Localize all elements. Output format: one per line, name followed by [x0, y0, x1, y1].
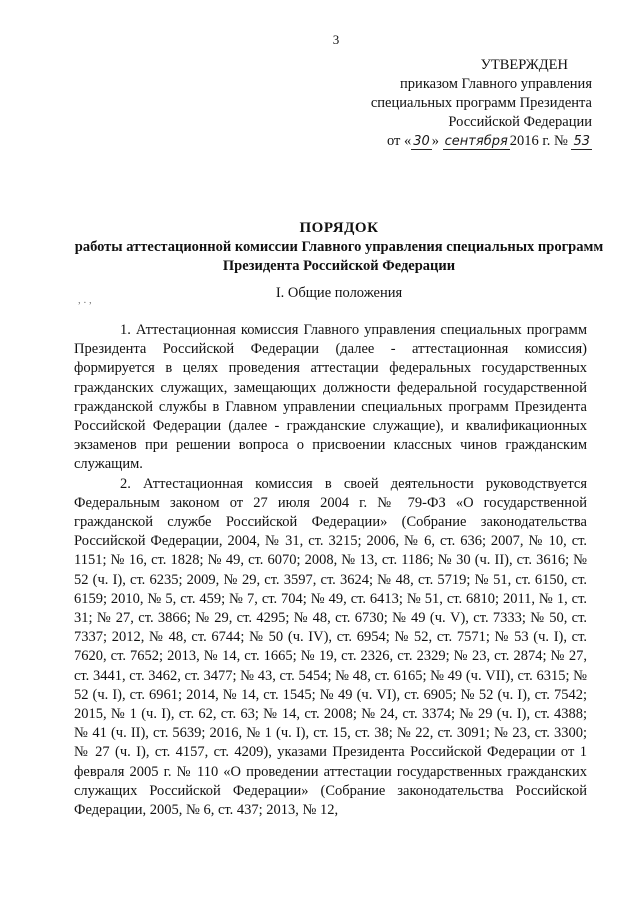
section-heading: I. Общие положения: [275, 285, 403, 301]
approval-title: УТВЕРЖДЕН: [480, 57, 568, 73]
handwritten-month: сентября: [444, 134, 508, 149]
document-subtitle: работы аттестационной комиссии Главного управления специальных программ Президента Российской Федерации: [74, 239, 604, 274]
approval-line-1: приказом Главного управления: [400, 76, 592, 92]
handwritten-day: 30: [413, 134, 430, 149]
document-heading: [64, 219, 614, 276]
paragraph-1: 1. Аттестационная комиссия Главного управления специальных программ Президента Российской Федерации (далее - аттестационная комиссия) формируется в целях проведения аттестации федеральных государственных гражданских служащих, замещающих должности федеральной государственной гражданской службы в Главном управлении специальных программ Президента Российской Федерации (далее - гражданские служащие), и квалификационных экзаменов при решении вопроса о присвоении классных чинов гражданским служащим.: [74, 322, 587, 473]
date-mid: »: [431, 133, 440, 149]
document-title: ПОРЯДОК: [299, 220, 379, 236]
date-prefix: от «: [386, 133, 412, 149]
margin-mark: , . ,: [78, 294, 92, 306]
paragraph-2: 2. Аттестационная комиссия в своей деятельности руководствуется Федеральным законом от 27 июля 2004 г. № 79-ФЗ «О государственной гражданской службе Российской Федерации» (Собрание законодательства Российской Федерации, 2004, № 31, ст. 3215; 2006, № 6, ст. 636; 2007, № 10, ст. 1151; № 16, ст. 1828; № 49, ст. 6070; 2008, № 13, ст. 1186; № 30 (ч. II), ст. 3616; № 52 (ч. I), ст. 6235; 2009, № 29, ст. 3597, ст. 3624; № 48, ст. 5719; № 51, ст. 6150, ст. 6159; 2010, № 5, ст. 459; № 7, ст. 704; № 49, ст. 6413; № 51, ст. 6810; 2011, № 1, ст. 31; № 27, ст. 3866; № 29, ст. 4295; № 48, ст. 6730; № 49 (ч. V), ст. 7333; № 50, ст. 7337; 2012, № 48, ст. 6744; № 50 (ч. IV), ст. 6954; № 52, ст. 7571; № 53 (ч. I), ст. 7620, ст. 7652; 2013, № 14, ст. 1665; № 19, ст. 2326, ст. 2329; № 23, ст. 2874; № 27, ст. 3441, ст. 3462, ст. 3477; № 43, ст. 5454; № 48, ст. 6165; № 49 (ч. VII), ст. 6315; № 52 (ч. I), ст. 6961; 2014, № 14, ст. 1545; № 49 (ч. VI), ст. 6905; № 52 (ч. I), ст. 7542; 2015, № 1 (ч. I), ст. 62, ст. 63; № 14, ст. 2008; № 24, ст. 3374; № 29 (ч. I), ст. 4388; № 41 (ч. II), ст. 5639; 2016, № 1 (ч. I), ст. 15, ст. 38; № 22, ст. 3091; № 23, ст. 3300; № 27 (ч. I), ст. 4157, ст. 4209), указами Президента Российской Федерации от 1 февраля 2005 г. № 110 «О проведении аттестации государственных гражданских служащих Российской Федерации» (Собрание законодательства Российской Федерации, 2005, № 6, ст. 437; 2013, № 12,: [74, 475, 587, 819]
approval-line-3: Российской Федерации: [448, 114, 592, 130]
page-number: 3: [332, 32, 340, 47]
approval-block: [332, 56, 592, 151]
date-year: 2016 г. №: [509, 133, 568, 149]
handwritten-order-number: 53: [573, 134, 590, 149]
approval-date-line: [332, 132, 592, 151]
body-text: [74, 321, 587, 820]
approval-line-2: специальных программ Президента: [370, 95, 592, 111]
